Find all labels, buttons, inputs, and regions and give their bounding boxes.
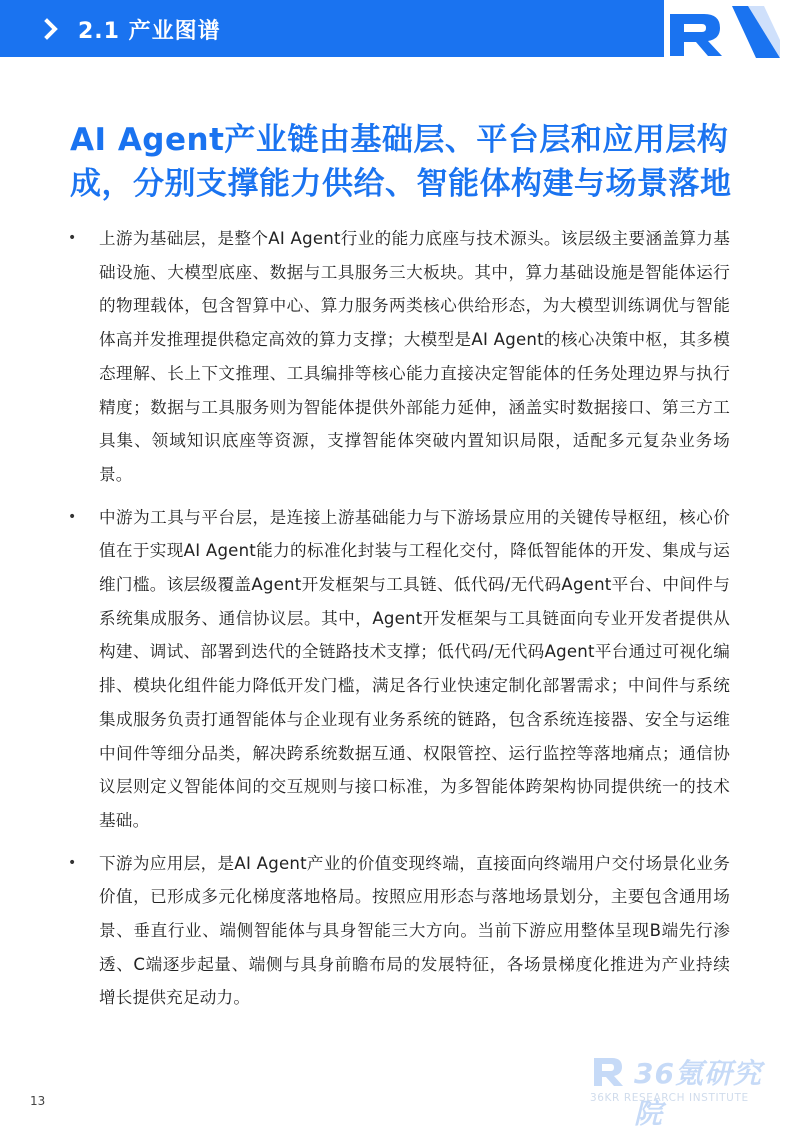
paragraph-upstream: 上游为基础层，是整个AI Agent行业的能力底座与技术源头。该层级主要涵盖算力基础设施、大模型底座、数据与工具服务三大板块。其中，算力基础设施是智能体运行的物理载体，包含智算中心、算力服务两类核心供给形态，为大模型训练调优与智能体高并发推理提供稳定高效的算力支撑；大模型是AI Agent的核心决策中枢，其多模态理解、长上下文推理、工具编排等核心能力直接决定智能体的任务处理边界与执行精度；数据与工具服务则为智能体提供外部能力延伸，涵盖实时数据接口、第三方工具集、领域知识底座等资源，支撑智能体突破内置知识局限，适配多元复杂业务场景。 — [99, 229, 730, 484]
list-item — [66, 501, 730, 838]
chevron-right-icon — [40, 17, 64, 41]
list-item — [66, 222, 730, 492]
footer-logo-cn: 36氪研究院 — [634, 1057, 762, 1130]
kr-logo-icon — [590, 1054, 626, 1088]
bullet-dot: • — [68, 854, 77, 871]
page-headline: AI Agent产业链由基础层、平台层和应用层构成，分别支撑能力供给、智能体构建与场景落地 — [70, 122, 732, 202]
paragraph-downstream: 下游为应用层，是AI Agent产业的价值变现终端，直接面向终端用户交付场景化业务价值，已形成多元化梯度落地格局。按照应用形态与落地场景划分，主要包含通用场景、垂直行业、端侧智能体与具身智能三大方向。当前下游应用整体呈现B端先行渗透、C端逐步起量、端侧与具身前瞻布局的发展特征，各场景梯度化推进为产业持续增长提供充足动力。 — [99, 853, 730, 1008]
footer-watermark-logo — [590, 1050, 780, 1130]
footer-logo-en: 36KR RESEARCH INSTITUTE — [590, 1092, 749, 1104]
section-header-bar — [0, 0, 664, 57]
section-title: 2.1 产业图谱 — [78, 19, 221, 44]
page-number: 13 — [30, 1094, 46, 1108]
paragraph-midstream: 中游为工具与平台层，是连接上游基础能力与下游场景应用的关键传导枢纽，核心价值在于实现AI Agent能力的标准化封装与工程化交付，降低智能体的开发、集成与运维门槛。该层级覆盖Agent开发框架与工具链、低代码/无代码Agent平台、中间件与系统集成服务、通信协议层。其中，Agent开发框架与工具链面向专业开发者提供从构建、调试、部署到迭代的全链路技术支撑；低代码/无代码Agent平台通过可视化编排、模块化组件能力降低开发门槛，满足各行业快速定制化部署需求；中间件与系统集成服务负责打通智能体与企业现有业务系统的链路，包含系统连接器、安全与运维中间件等细分品类，解决跨系统数据互通、权限管控、运行监控等落地痛点；通信协议层则定义智能体间的交互规则与接口标准，为多智能体跨架构协同提供统一的技术基础。 — [99, 507, 730, 830]
bullet-dot: • — [68, 508, 77, 525]
body-bullet-list — [66, 222, 730, 1024]
brand-logo-icon — [660, 6, 780, 58]
list-item — [66, 847, 730, 1016]
bullet-dot: • — [68, 230, 77, 246]
